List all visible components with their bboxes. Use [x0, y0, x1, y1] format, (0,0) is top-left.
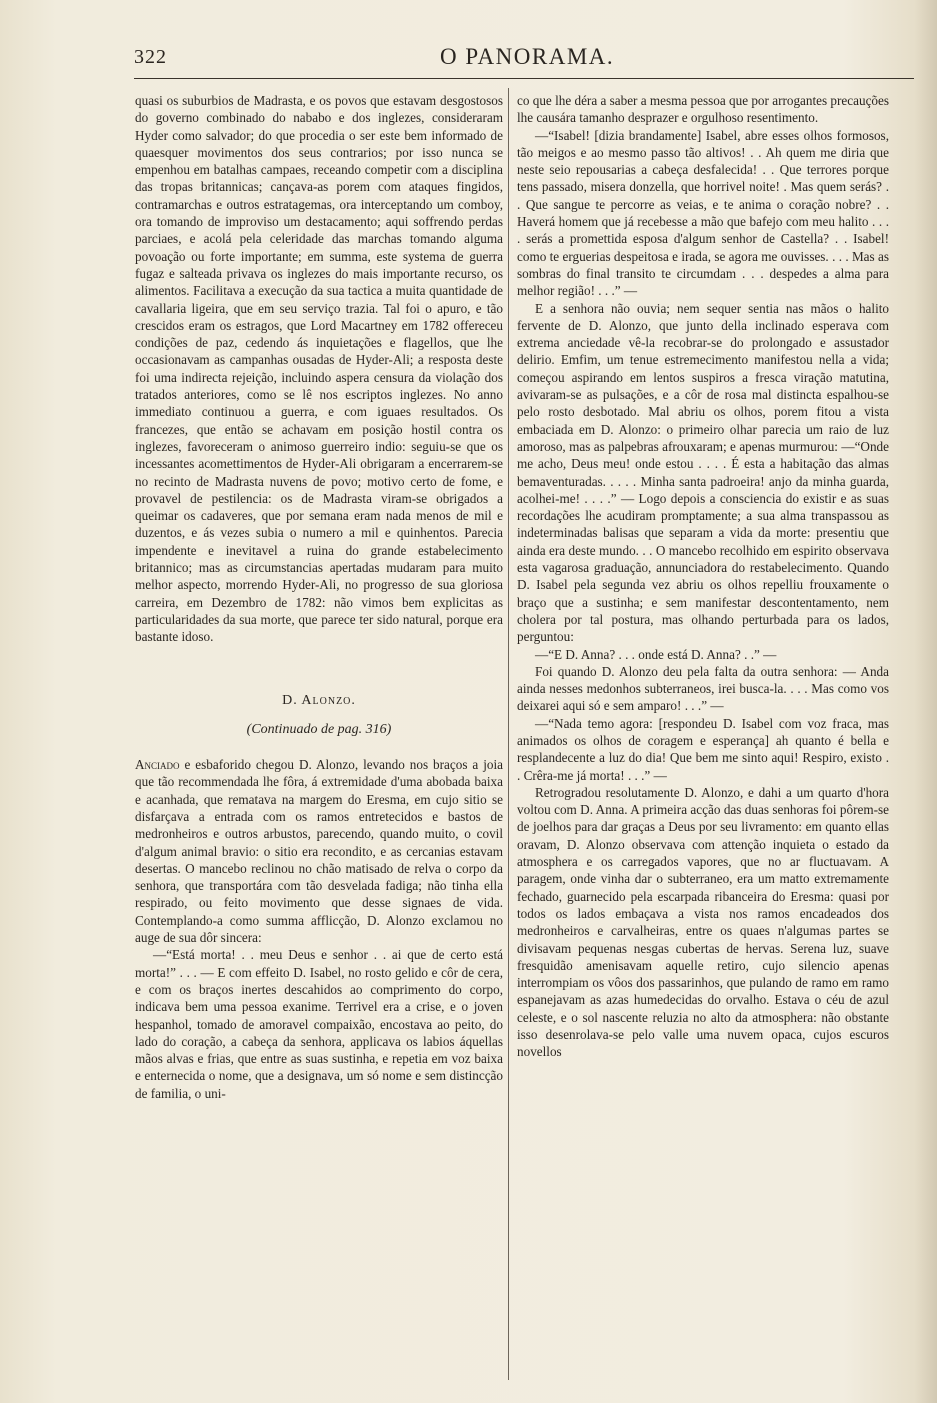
column-divider — [508, 88, 509, 1380]
left-column — [135, 92, 503, 1102]
right-paragraph-1: co que lhe déra a saber a mesma pessoa que por arrogantes precauções lhe causára tamanho desprazer e orgulhoso resentimento. — [517, 93, 890, 126]
page-header — [134, 44, 914, 78]
page-edge-shadow — [915, 0, 937, 1403]
right-paragraph-7: Retrogradou resolutamente D. Alonzo, e dahi a um quarto d'hora voltou com D. Anna. A primeira acção das duas senhoras foi pôrem-se de joelhos para dar graças a Deus por seu livramento: em quanto ellas oravam, D. Alonzo observava com attenção inquieta o estado da atmosphera e os carregados vapores, que no ar fluctuavam. A paragem, onde vinha dar o subterraneo, era um matto extremamente fechado, guarnecido pela escarpada ribanceira do Eresma: quasi por todos os lados embaçava a vista nos ramos encadeados dos medronheiros e carvalheiras, entre os quaes n'algumas partes se divisavam pequenas nesgas cubertas de hervas. Serena luz, suave fresquidão amenisavam aquelle retiro, cujo silencio apenas interrompiam os vôos dos passarinhos, que pulando de ramo em ramo espanejavam as azas humedecidas do orvalho. Estava o céu de azul celeste, e o sol nascente reluzia no alto da atmosphera: não obstante isso desenrolava-se pelo valle uma nuvem opaca, cujos escuros novellos — [517, 784, 889, 1060]
page-number: 322 — [134, 46, 167, 68]
header-rule — [134, 78, 914, 79]
left-paragraph-2 — [135, 756, 503, 946]
right-paragraph-2: —“Isabel! [dizia brandamente] Isabel, abre esses olhos formosos, tão meigos e ao mesmo passo tão altivos! . . Ah quem me diria que neste seio repousarias a cabeça desfalecida! . . Que terrores porque tens passado, misera donzella, que horrivel noite! . Mas quem serás? . . Que sangue te percorre as veias, e te anima o coração nobre? . . Haverá homem que já recebesse a mão que bafejo com meu halito . . . . serás a promettida esposa d'algum senhor de Castella? . . Isabel! como te erguerias despeitosa e irada, se agora me ouvisses. . . . Mas as sombras do final transito te circumdam . . . despedes a alma para melhor região! . . .” — — [517, 127, 889, 299]
right-paragraph-4: —“E D. Anna? . . . onde está D. Anna? . .” — — [535, 646, 777, 662]
right-paragraph-6: —“Nada temo agora: [respondeu D. Isabel com voz fraca, mas animados os olhos de coragem e esperança] ah quanto é bella e resplandecente a luz do dia! Que bem me sinto aqui! Respiro, existo . . Crêra-me já morta! . . .” — — [517, 715, 889, 783]
left-paragraph-3: —“Está morta! . . meu Deus e senhor . . ai que de certo está morta!” . . . — E com effeito D. Isabel, no rosto gelido e côr de cera, e com os braços inertes descahidos ao comprimento do corpo, indicava bem uma pessoa exanime. Terrivel era a crise, e o joven hespanhol, tomado de amoravel compaixão, encostava ao peito, do lado do coração, a cabeça da senhora, applicava os labios áquellas mãos alvas e frias, que entre as suas sustinha, e repetia em voz baixa e enternecida o nome, que a designava, um só nome e sem distincção de familia, o uni- — [135, 947, 503, 1101]
opening-word: Anciado — [135, 757, 180, 773]
continued-note: (Continuado de pag. 316) — [246, 721, 392, 737]
right-paragraph-5: Foi quando D. Alonzo deu pela falta da outra senhora: — Anda ainda nesses medonhos subterraneos, irei busca-la. . . . Mas como vos deixarei aqui só e sem amparo! . . .” — — [517, 663, 889, 714]
left-paragraph-1: quasi os suburbios de Madrasta, e os povos que estavam desgostosos do governo combinado do nababo e dos inglezes, consideraram Hyder como salvador; do que procedia o ser este bem informado de quaesquer movimentos dos seus contrarios; por isso nunca se empenhou em batalhas campaes, receando competir com a disciplina das tropas britannicas; cançava-as porem com ataques fingidos, contramarchas e outros estratagemas, ora interceptando um comboy, ora tomando de improviso um destacamento; aqui soffrendo perdas parciaes, e acolá pela celeridade das marchas tomando alguma povoação ou forte importante; em summa, este systema de guerra fugaz e salteada privava os inglezes do mais importante recurso, os alimentos. Facilitava a execução da sua tactica a muita quantidade de cavallaria ligeira, que em seu serviço trazia. Tal foi o apuro, e tão crescidos eram os estragos, que Lord Macartney em 1782 offereceu condições de paz, cedendo ás inquietações e flagellos, que lhe occasionavam as campanhas ousadas de Hyder-Ali; a resposta deste foi uma indirecta rejeição, incluindo aspera censura da violação dos tratados anteriores, como se lê nos escriptos inglezes. No anno immediato continuou a guerra, e com iguaes resultados. Os francezes, que então se achavam em posição hostil contra os inglezes, favoreceram o animoso guerreiro indio: seguiu-se que os incessantes acomettimentos de Hyder-Ali obrigaram a encerrarem-se no recinto de Madrasta nuvens de povo; motivo certo de fome, e provavel de pestilencia: os de Madrasta viram-se obrigados a queimar os cadaveres, que por semana eram nada menos de mil e duzentos, e ás vezes subia o numero a mil e quinhentos. Parecia impendente e inevitavel a ruina do grande estabelecimento britannico; mas as circumstancias apertadas mudaram para muito melhor aspecto, morrendo Hyder-Ali, no progresso de sua gloriosa carreira, em Dezembro de 1782: não vimos bem explicitas as particularidades da sua morte, que parece ter sido natural, porque era bastante idoso. — [135, 93, 503, 645]
section-title: D. Alonzo. — [282, 692, 356, 708]
running-title: O PANORAMA. — [440, 44, 615, 69]
right-paragraph-3: E a senhora não ouvia; nem sequer sentia nas mãos o halito fervente de D. Alonzo, que junto della inclinado esperava com extrema anciedade vê-la recobrar-se do prolongado e assustador delirio. Emfim, um tenue estremecimento manifestou nella a vida; começou aspirando em lentos suspiros a fresca viração matutina, avivaram-se as pulsações, e a côr de rosa mal distincta espalhou-se pelo rosto desbotado. Mal abriu os olhos, porem fitou a vista embaciada em D. Alonzo: o primeiro olhar parecia um raio de luz amoroso, mas as palpebras afrouxaram; e apenas murmurou: —“Onde me acho, Deus meu! onde estou . . . . É esta a habitação das almas bemaventuradas. . . . . Minha santa padroeira! anjo da minha guarda, acolhei-me! . . . .” — Logo depois a consciencia do existir e as suas recordações lhe acudiram promptamente; a sua alma transpassou as indeterminadas balisas que separam a vida da morte: presentiu que ainda era deste mundo. . . O mancebo recolhido em espirito observava esta vagarosa graduação, annunciadora do restabelecimento. Quando D. Isabel pela segunda vez abriu os olhos repelliu frouxamente o braço que a sustinha; e sem manifestar descontentamento, nem cholera por tal postura, mas olhando perturbada para os lados, perguntou: — [517, 300, 889, 645]
left-paragraph-2-text: e esbaforido chegou D. Alonzo, levando nos braços a joia que tão recommendada lhe fôra, á extremidade d'uma abobada baixa e acanhada, que rematava na margem do Eresma, em cujo sitio se disfarçava a entrada com os ramos entretecidos e bastos de medronheiros e outros arbustos, parecendo, quando muito, o covil d'algum animal bravio: o sitio era recondito, e as cercanias estavam desertas. O mancebo reclinou no chão matisado de relva o corpo da senhora, que transportára com tão desvelada fadiga; não tinha ella respirado, ou feito movimento que desse signaes de vida. Contemplando-a como summa afflicção, D. Alonzo exclamou no auge de sua dôr sincera: — [135, 757, 503, 946]
right-column — [517, 92, 889, 1061]
